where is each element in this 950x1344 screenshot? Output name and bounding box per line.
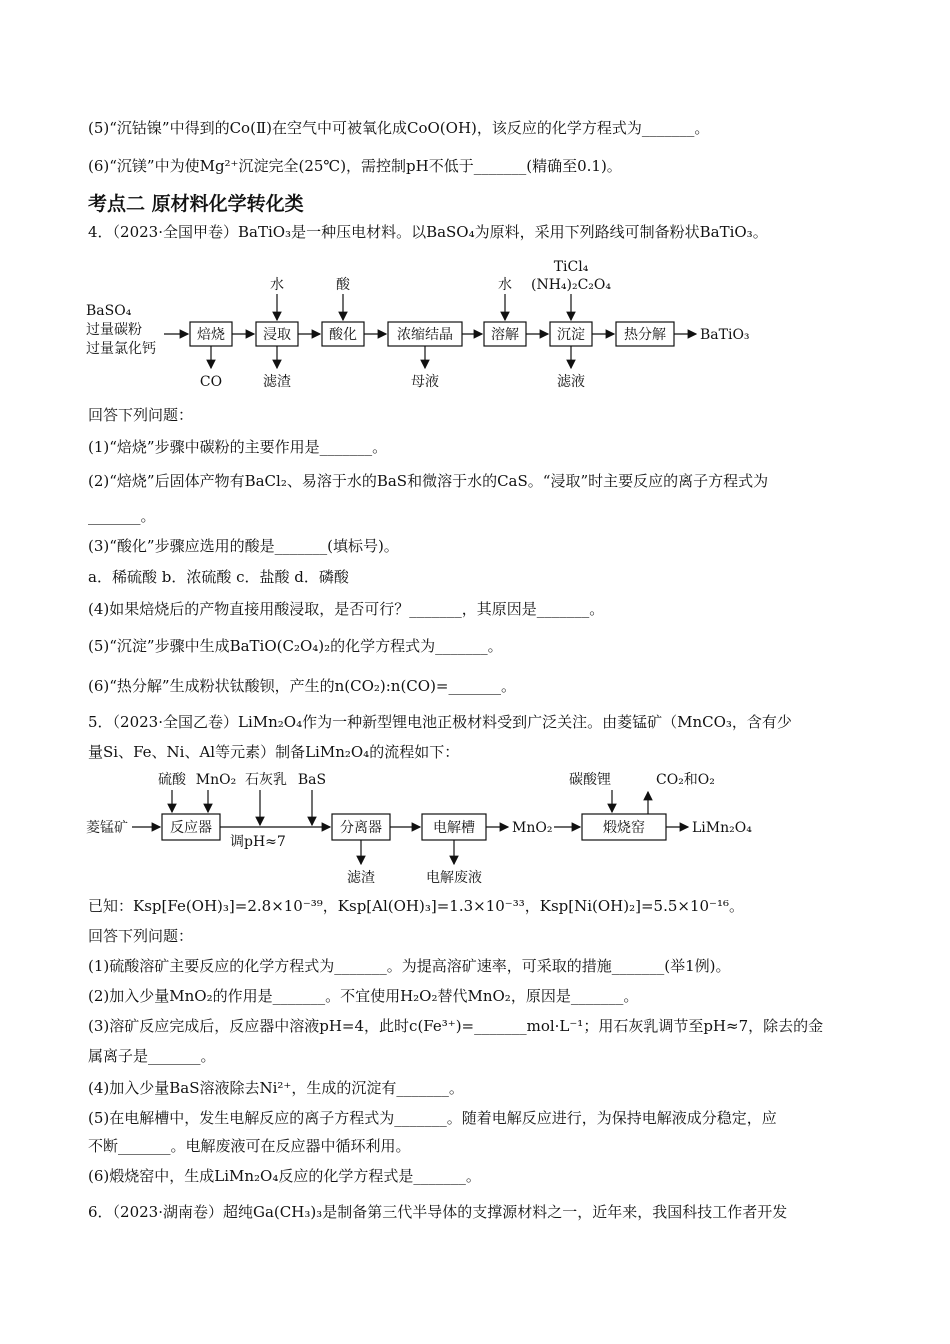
step-kiln: 煅烧窑: [603, 820, 645, 836]
problem-4-answer-prompt: 回答下列问题：: [88, 406, 194, 424]
input-water-2: 水: [498, 277, 512, 293]
p5-question-4: (4)加入少量BaS溶液除去Ni²⁺，生成的沉淀有_______。: [88, 1079, 464, 1097]
p4-question-5: (5)“沉淀”步骤中生成BaTiO(C₂O₄)₂的化学方程式为_______。: [88, 637, 503, 655]
step-concentrate: 浓缩结晶: [397, 327, 453, 343]
p4-question-1: (1)“焙烧”步骤中碳粉的主要作用是_______。: [88, 438, 388, 456]
product-batio3: BaTiO₃: [700, 327, 750, 343]
p5-question-5: (5)在电解槽中，发生电解反应的离子方程式为_______。随着电解反应进行，为保持电解液成分稳定，应: [88, 1109, 777, 1127]
ph-adjust-label: 调pH≈7: [230, 834, 286, 850]
p5-question-3: (3)溶矿反应完成后，反应器中溶液pH=4，此时c(Fe³⁺)=_______mol·L⁻¹；用石灰乳调节至pH≈7，除去的金: [88, 1017, 824, 1035]
question-6-magnesium: (6)“沉镁”中为使Mg²⁺沉淀完全(25℃)，需控制pH不低于_______(精确至0.1)。: [88, 157, 622, 175]
output-residue-2: 滤渣: [347, 870, 375, 886]
p4-question-6: (6)“热分解”生成粉状钛酸钡，产生的n(CO₂):n(CO)=_______。: [88, 677, 516, 695]
input-ticl4: TiCl₄: [553, 259, 589, 275]
p5-question-2: (2)加入少量MnO₂的作用是_______。不宜使用H₂O₂替代MnO₂，原因是_______。: [88, 987, 639, 1005]
problem-5-intro-cont: 量Si、Fe、Ni、Al等元素）制备LiMn₂O₄的流程如下：: [88, 743, 460, 761]
feed-rhodochrosite: 菱锰矿: [86, 820, 128, 836]
p4-question-2-blank: _______。: [88, 507, 156, 525]
step-roast: 焙烧: [197, 327, 225, 343]
p5-question-3-cont: 属离子是_______。: [88, 1047, 216, 1065]
step-separator: 分离器: [340, 820, 382, 836]
output-mother-liquor: 母液: [411, 374, 439, 390]
output-co: CO: [199, 374, 223, 390]
p4-question-4: (4)如果焙烧后的产物直接用酸浸取，是否可行？_______，其原因是_______。: [88, 600, 605, 618]
input-lime-milk: 石灰乳: [245, 772, 287, 788]
p4-question-3: (3)“酸化”步骤应选用的酸是_______(填标号)。: [88, 537, 399, 555]
p5-question-1: (1)硫酸溶矿主要反应的化学方程式为_______。为提高溶矿速率，可采取的措施_______(举1例)。: [88, 957, 731, 975]
input-water-1: 水: [270, 277, 284, 293]
intermediate-mno2: MnO₂: [512, 820, 553, 836]
step-reactor: 反应器: [170, 820, 212, 836]
problem-4-intro: 4．（2023·全国甲卷）BaTiO₃是一种压电材料。以BaSO₄为原料，采用下列路线可制备粉状BaTiO₃。: [88, 223, 768, 241]
problem-5-answer-prompt: 回答下列问题：: [88, 927, 194, 945]
input-acid: 酸: [336, 277, 350, 293]
output-spent-electrolyte: 电解废液: [426, 870, 482, 886]
output-residue: 滤渣: [263, 374, 291, 390]
question-5-cobalt-nickel: (5)“沉钴镍”中得到的Co(Ⅱ)在空气中可被氧化成CoO(OH)，该反应的化学方程式为_______。: [88, 119, 710, 137]
section-title: 考点二 原材料化学转化类: [88, 193, 304, 215]
input-lithium-carbonate: 碳酸锂: [569, 772, 611, 788]
step-leach: 浸取: [263, 327, 291, 343]
input-sulfuric-acid: 硫酸: [158, 772, 186, 788]
p5-known-ksp: 已知：Ksp[Fe(OH)₃]=2.8×10⁻³⁹，Ksp[Al(OH)₃]=1.3×10⁻³³，Ksp[Ni(OH)₂]=5.5×10⁻¹⁶。: [88, 897, 745, 915]
input-mno2: MnO₂: [195, 772, 237, 788]
step-pyrolysis: 热分解: [624, 327, 666, 343]
p5-question-6: (6)煅烧窑中，生成LiMn₂O₄反应的化学方程式是_______。: [88, 1167, 481, 1185]
step-precipitate: 沉淀: [557, 327, 585, 343]
input-oxalate: (NH₄)₂C₂O₄: [530, 277, 612, 293]
limn2o4-flowchart: [80, 768, 780, 890]
step-acidify: 酸化: [329, 327, 357, 343]
output-gases: CO₂和O₂: [656, 772, 715, 788]
feed-carbon: 过量碳粉: [86, 322, 142, 338]
problem-6-intro: 6．（2023·湖南卷）超纯Ga(CH₃)₃是制备第三代半导体的支撑源材料之一，近年来，我国科技工作者开发: [88, 1203, 788, 1221]
p4-question-2: (2)“焙烧”后固体产物有BaCl₂、易溶于水的BaS和微溶于水的CaS。“浸取”时主要反应的离子方程式为: [88, 472, 769, 490]
feed-cacl2: 过量氯化钙: [86, 341, 156, 357]
problem-5-intro: 5．（2023·全国乙卷）LiMn₂O₄作为一种新型锂电池正极材料受到广泛关注。由菱锰矿（MnCO₃，含有少: [88, 713, 792, 731]
product-limn2o4: LiMn₂O₄: [692, 820, 752, 836]
p5-question-5-cont: 不断_______。电解废液可在反应器中循环利用。: [88, 1137, 411, 1155]
output-filtrate: 滤液: [557, 374, 585, 390]
step-electrolyzer: 电解槽: [433, 820, 475, 836]
input-bas: BaS: [297, 772, 327, 788]
feed-baso4: BaSO₄: [86, 303, 132, 319]
step-dissolve: 溶解: [491, 327, 519, 343]
p4-question-3-options: a．稀硫酸 b．浓硫酸 c．盐酸 d．磷酸: [88, 568, 349, 586]
batio3-flowchart: [80, 258, 780, 398]
